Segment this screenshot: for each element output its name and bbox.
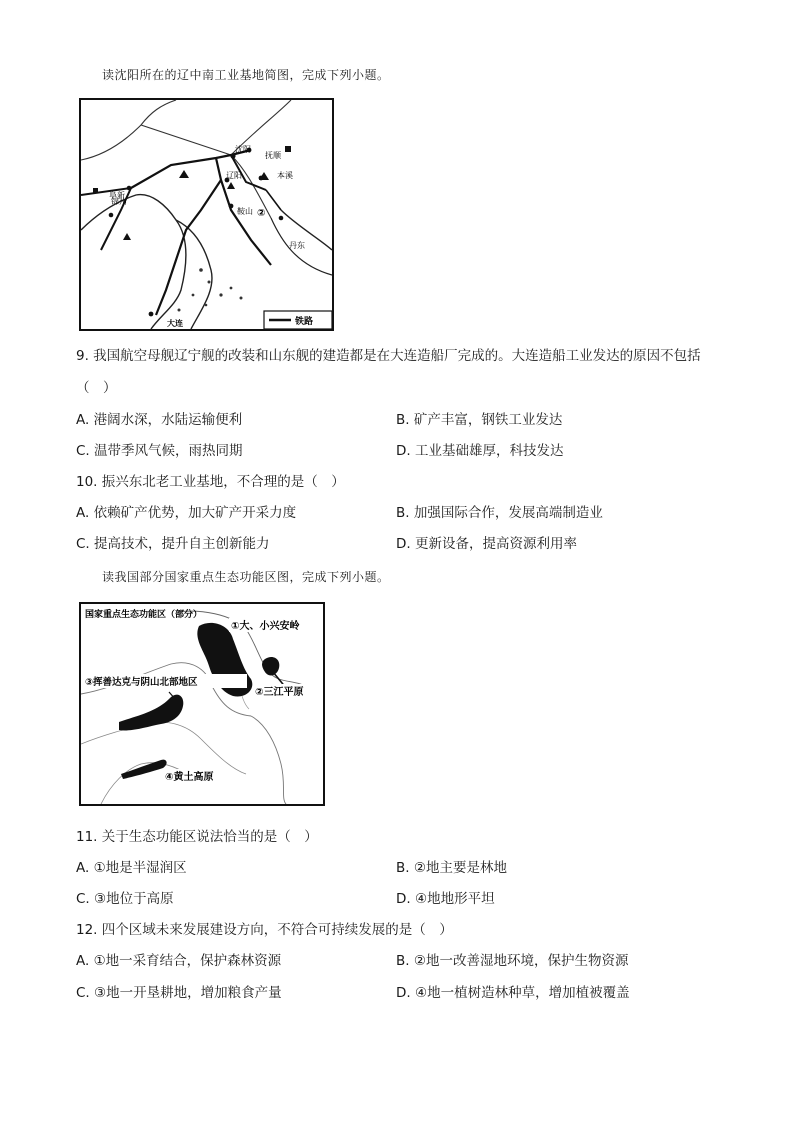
ecological-zones-map-svg — [81, 604, 323, 804]
question-11-option-c[interactable]: C. ③地位于高原 — [76, 891, 174, 907]
question-10-stem: 10. 振兴东北老工业基地，不合理的是（ ） — [76, 474, 345, 490]
label-shenyang: 沈阳 — [235, 145, 251, 154]
zone-4-label: ④黄土高原 — [165, 772, 214, 783]
question-12-option-a[interactable]: A. ①地一采育结合，保护森林资源 — [76, 953, 282, 969]
liaozhongnan-map — [79, 98, 334, 331]
question-12-option-c[interactable]: C. ③地一开垦耕地，增加粮食产量 — [76, 985, 282, 1001]
question-9-paren: （ ） — [76, 380, 117, 396]
question-10-option-a[interactable]: A. 依赖矿产优势，加大矿产开采力度 — [76, 505, 297, 521]
question-11-option-a[interactable]: A. ①地是半湿润区 — [76, 860, 187, 876]
intro-text-1: 读沈阳所在的辽中南工业基地简图，完成下列小题。 — [102, 68, 390, 82]
question-9-option-a[interactable]: A. 港阔水深，水陆运输便利 — [76, 412, 243, 428]
question-9-option-b[interactable]: B. 矿产丰富，钢铁工业发达 — [396, 412, 563, 428]
label-circle-2: ② — [257, 208, 266, 219]
question-11-option-b[interactable]: B. ②地主要是林地 — [396, 860, 507, 876]
zone-2-label: ②三江平原 — [255, 687, 304, 698]
label-anshan: 鞍山 — [237, 207, 253, 216]
legend-railway-label: 铁路 — [295, 317, 314, 327]
liaozhongnan-map-svg — [81, 100, 332, 329]
question-11-stem: 11. 关于生态功能区说法恰当的是（ ） — [76, 829, 318, 845]
question-10-option-d[interactable]: D. 更新设备，提高资源利用率 — [396, 536, 577, 552]
ecological-zones-map — [79, 602, 325, 806]
zone-1-label: ①大、小兴安岭 — [231, 621, 300, 632]
question-12-option-b[interactable]: B. ②地一改善湿地环境，保护生物资源 — [396, 953, 629, 969]
label-dandong: 丹东 — [289, 241, 305, 250]
label-dalian: 大连 — [167, 319, 183, 328]
question-12-stem: 12. 四个区域未来发展建设方向，不符合可持续发展的是（ ） — [76, 922, 453, 938]
question-10-option-b[interactable]: B. 加强国际合作，发展高端制造业 — [396, 505, 603, 521]
map2-title: 国家重点生态功能区（部分） — [85, 610, 203, 620]
zone-3-label: ③挥善达克与阴山北部地区 — [85, 677, 198, 688]
question-12-option-d[interactable]: D. ④地一植树造林种草，增加植被覆盖 — [396, 985, 630, 1001]
label-liaoyang: 辽阳 — [226, 171, 242, 180]
question-11-option-d[interactable]: D. ④地地形平坦 — [396, 891, 495, 907]
label-benxi: 本溪 — [277, 171, 293, 180]
question-10-option-c[interactable]: C. 提高技术，提升自主创新能力 — [76, 536, 270, 552]
label-fushun: 抚顺 — [265, 151, 281, 160]
question-9-option-d[interactable]: D. 工业基础雄厚，科技发达 — [396, 443, 564, 459]
label-fuxin: 阜新 — [109, 191, 125, 200]
intro-text-2: 读我国部分国家重点生态功能区图，完成下列小题。 — [102, 570, 390, 584]
label-jinzhou: 锦州 — [111, 197, 127, 206]
question-9-stem: 9. 我国航空母舰辽宁舰的改装和山东舰的建造都是在大连造船厂完成的。大连造船工业发达的原因不包括 — [76, 348, 701, 364]
question-9-option-c[interactable]: C. 温带季风气候，雨热同期 — [76, 443, 243, 459]
